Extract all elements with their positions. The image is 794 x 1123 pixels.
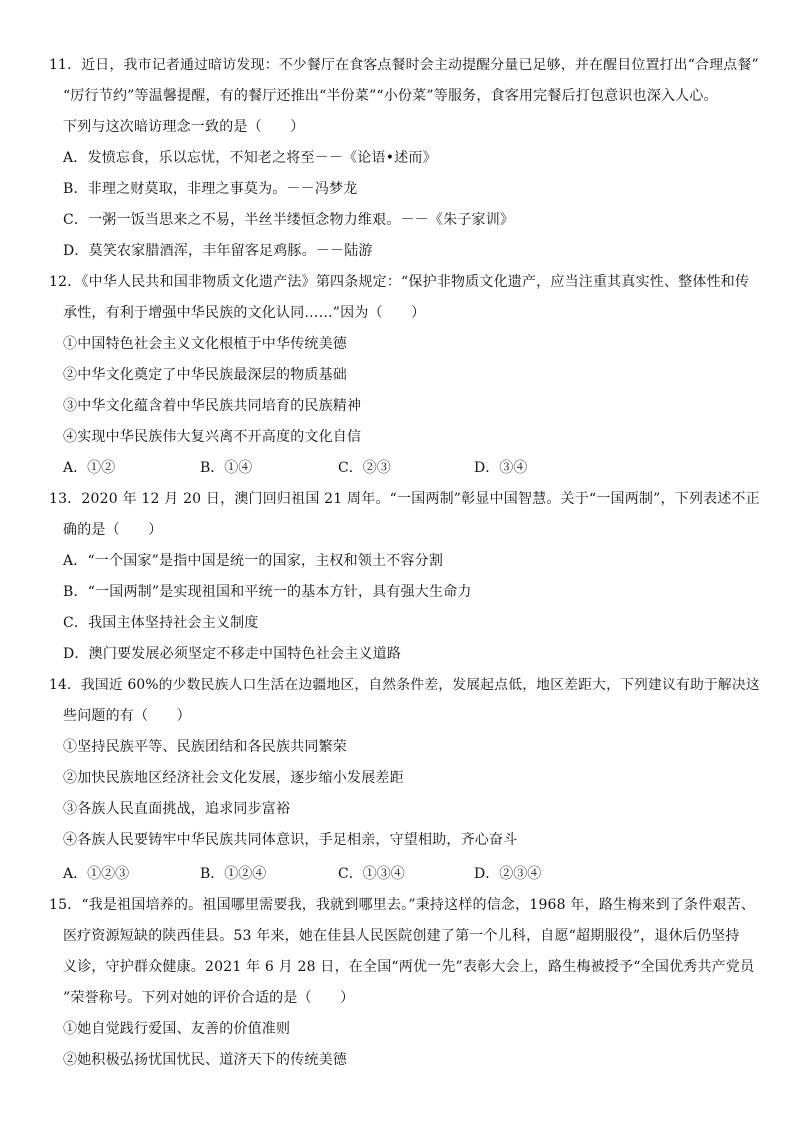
question-14-statement-2: ②加快民族地区经济社会文化发展，逐步缩小发展差距 [63,770,404,786]
question-12-number: 12． [49,274,82,290]
question-12-line-1: 12．《中华人民共和国非物质文化遗产法》第四条规定：“保护非物质文化遗产，应当注重其真实性、整体性和传 [49,274,750,290]
question-14-number: 14． [49,677,81,693]
question-13-number: 13． [49,491,82,507]
question-14-choice-d: D．②③④ [474,866,542,882]
question-14-statement-3: ③各族人民直面挑战，追求同步富裕 [63,801,291,817]
question-11-option-d: D．莫笑农家腊酒浑，丰年留客足鸡豚。－－陆游 [63,243,373,259]
question-11-line-1: 11．近日，我市记者通过暗访发现：不少餐厅在食客点餐时会主动提醒分量已足够，并在醒目位置打出“合理点餐” [49,57,759,73]
question-14-choice-b: B．①②④ [200,866,267,882]
question-12-statement-4: ④实现中华民族伟大复兴离不开高度的文化自信 [63,429,362,445]
question-13-option-c: C．我国主体坚持社会主义制度 [63,615,259,631]
question-11-line-2: “厉行节约”等温馨提醒，有的餐厅还推出“半份菜”“小份菜”等服务，食客用完餐后打包意识也深入人心。 [63,88,718,104]
question-14-line-1: 14．我国近 60%的少数民族人口生活在边疆地区，自然条件差，发展起点低，地区差距大，下列建议有助于解决这 [49,677,760,693]
question-14-statement-1: ①坚持民族平等、民族团结和各民族共同繁荣 [63,739,347,755]
question-15-statement-2: ②她积极弘扬忧国忧民、道济天下的传统美德 [63,1052,347,1068]
question-11-option-b: B．非理之财莫取，非理之事莫为。－－冯梦龙 [63,181,358,197]
question-14-choice-a: A．①②③ [63,866,130,882]
question-14-line-2: 些问题的有（ ） [63,708,191,724]
question-11-option-a: A．发愤忘食，乐以忘忧，不知老之将至－－《论语•述而》 [63,150,437,166]
question-12-line-2: 承性，有利于增强中华民族的文化认同……”因为（ ） [63,305,426,321]
question-15-line-2: 医疗资源短缺的陕西佳县。53 年来，她在佳县人民医院创建了第一个儿科，自愿“超期服役”，退休后仍坚持 [63,928,740,944]
question-12-choice-a: A．①② [63,460,116,476]
question-13-line-1: 13．2020 年 12 月 20 日，澳门回归祖国 21 周年。“一国两制”彰显中国智慧。关于“一国两制”，下列表述不正 [49,491,760,507]
question-12-statement-1: ①中国特色社会主义文化根植于中华传统美德 [63,336,347,352]
question-15-line-4: ”荣誉称号。下列对她的评价合适的是（ ） [63,990,355,1006]
question-13-option-b: B．“一国两制”是实现祖国和平统一的基本方针，具有强大生命力 [63,584,472,600]
question-15-number: 15． [49,897,82,913]
question-12-choice-b: B．①④ [200,460,253,476]
question-12-choice-c: C．②③ [338,460,391,476]
question-15-line-1: 15．“我是祖国培养的。祖国哪里需要我，我就到哪里去。”秉持这样的信念，1968 年，路生梅来到了条件艰苦、 [49,897,756,913]
question-14-choice-c: C．①③④ [338,866,405,882]
question-11-option-c: C．一粥一饭当思来之不易，半丝半缕恒念物力维艰。－－《朱子家训》 [63,212,515,228]
question-11-line-3: 下列与这次暗访理念一致的是（ ） [63,119,305,135]
question-13-line-2: 确的是（ ） [63,522,163,538]
question-12-statement-2: ②中华文化奠定了中华民族最深层的物质基础 [63,367,347,383]
question-12-choice-d: D．③④ [474,460,528,476]
question-14-statement-4: ④各族人民要铸牢中华民族共同体意识，手足相亲，守望相助，齐心奋斗 [63,832,518,848]
question-12-statement-3: ③中华文化蕴含着中华民族共同培育的民族精神 [63,398,362,414]
question-11-number: 11． [49,57,82,73]
question-13-option-a: A．“一个国家”是指中国是统一的国家，主权和领土不容分割 [63,553,444,569]
question-13-option-d: D．澳门要发展必须坚定不移走中国特色社会主义道路 [63,646,402,662]
question-15-line-3: 义诊，守护群众健康。2021 年 6 月 28 日，在全国“两优一先”表彰大会上，路生梅被授予“全国优秀共产党员 [63,959,755,975]
question-15-statement-1: ①她自觉践行爱国、友善的价值准则 [63,1021,291,1037]
